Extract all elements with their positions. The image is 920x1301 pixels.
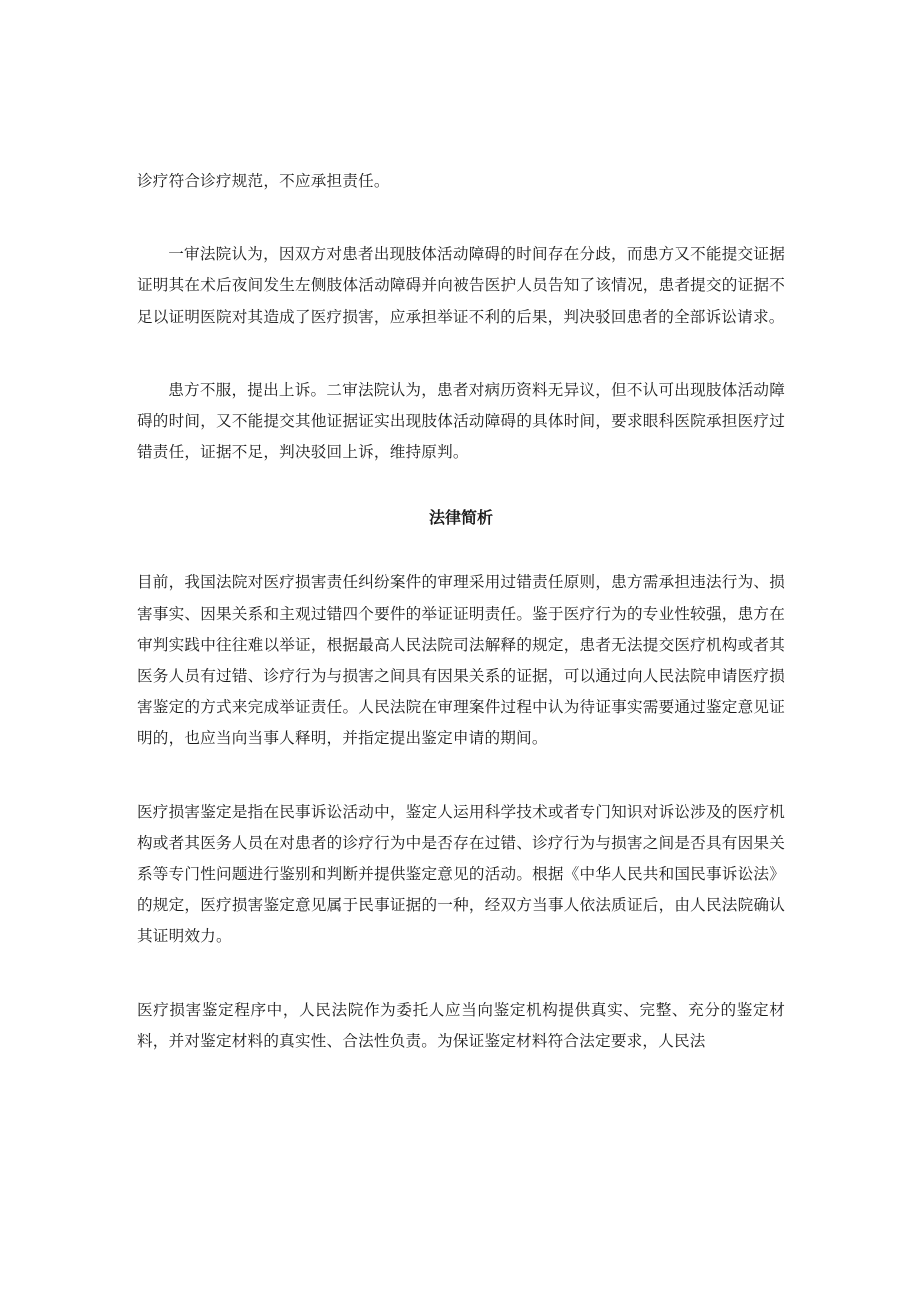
paragraph-analysis-burden-of-proof: 目前，我国法院对医疗损害责任纠纷案件的审理采用过错责任原则，患方需承担违法行为、损害事实、因果关系和主观过错四个要件的举证证明责任。鉴于医疗行为的专业性较强，患方在审判实践中往往难以举证，根据最高人民法院司法解释的规定，患者无法提交医疗机构或者其医务人员有过错、诊疗行为与损害之间具有因果关系的证据，可以通过向人民法院申请医疗损害鉴定的方式来完成举证责任。人民法院在审理案件过程中认为待证事实需要通过鉴定意见证明的，也应当向当事人释明，并指定提出鉴定申请的期间。 (137, 573, 785, 748)
section-heading: 法律简析 (428, 508, 493, 528)
paragraph-second-instance-ruling: 患方不服，提出上诉。二审法院认为，患者对病历资料无异议，但不认可出现肢体活动障碍的时间，又不能提交其他证据证实出现肢体活动障碍的具体时间，要求眼科医院承担医疗过错责任，证据不足，判决驳回上诉，维持原判。 (137, 380, 785, 462)
paragraph-first-instance-ruling: 一审法院认为，因双方对患者出现肢体活动障碍的时间存在分歧，而患方又不能提交证据证明其在术后夜间发生左侧肢体活动障碍并向被告医护人员告知了该情况，患者提交的证据不足以证明医院对其造成了医疗损害，应承担举证不利的后果，判决驳回患者的全部诉讼请求。 (137, 245, 785, 326)
paragraph-analysis-appraisal-definition: 医疗损害鉴定是指在民事诉讼活动中，鉴定人运用科学技术或者专门知识对诉讼涉及的医疗机构或者其医务人员在对患者的诊疗行为中是否存在过错、诊疗行为与损害之间是否具有因果关系等专门性问题进行鉴别和判断并提供鉴定意见的活动。根据《中华人民共和国民事诉讼法》的规定，医疗损害鉴定意见属于民事证据的一种，经双方当事人依法质证后，由人民法院确认其证明效力。 (137, 802, 785, 946)
document-page (137, 166, 785, 1057)
paragraph-continuation: 诊疗符合诊疗规范，不应承担责任。 (137, 172, 390, 190)
paragraph-analysis-appraisal-procedure: 医疗损害鉴定程序中，人民法院作为委托人应当向鉴定机构提供真实、完整、充分的鉴定材料，并对鉴定材料的真实性、合法性负责。为保证鉴定材料符合法定要求，人民法 (137, 1000, 785, 1050)
